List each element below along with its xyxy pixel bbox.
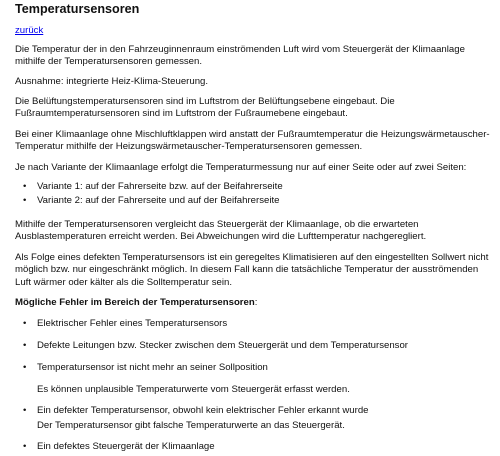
paragraph-mixing-flaps: Bei einer Klimaanlage ohne Mischluftklappen wird anstatt der Fußraumtemperatur die Heizungswärmetauscher-Temperatur mithilfe der Heizungswärmetauscher-Temperatursensoren gemessen. — [15, 129, 490, 153]
error-note: Der Temperatursensor gibt falsche Temperaturwerte an das Steuergerät. — [37, 420, 345, 431]
errors-heading: Mögliche Fehler im Bereich der Temperatursensoren — [15, 297, 255, 308]
bullet-icon: • — [23, 441, 27, 452]
error-text: Ein defekter Temperatursensor, obwohl kein elektrischer Fehler erkannt wurde — [37, 405, 369, 416]
bullet-icon: • — [23, 405, 27, 416]
variant-list — [15, 181, 283, 208]
bullet-icon: • — [23, 318, 27, 329]
paragraph-consequences: Als Folge eines defekten Temperatursensors ist ein geregeltes Klimatisieren auf den eingestellten Sollwert nicht möglich bzw. nur eingeschränkt möglich. In diesem Fall kann die tatsächliche Temperatur der ausströmenden Luft wärmer oder kälter als die Solltemperatur sein. — [15, 252, 489, 288]
errors-heading-line — [15, 297, 490, 309]
error-text: Temperatursensor ist nicht mehr an seiner Sollposition — [37, 362, 268, 373]
list-item: • Variante 2: auf der Fahrerseite und auf der Beifahrerseite — [15, 195, 283, 207]
error-note: Es können unplausible Temperaturwerte vom Steuergerät erfasst werden. — [37, 384, 350, 395]
paragraph-comparison: Mithilfe der Temperatursensoren vergleicht das Steuergerät der Klimaanlage, ob die erwarteten Ausblastemperaturen erreicht werden. Bei Abweichungen wird die Lufttemperatur nachgeregliert. — [15, 219, 427, 243]
paragraph-intro: Die Temperatur der in den Fahrzeuginnenraum einströmenden Luft wird vom Steuergerät der Klimaanlage mithilfe der Temperatursensoren gemessen. — [15, 44, 465, 68]
paragraph-sensor-placement: Die Belüftungstemperatursensoren sind im Luftstrom der Belüftungsebene eingebaut. Die Fußraumtemperatursensoren sind im Luftstrom der Fußraumebene eingebaut. — [15, 96, 395, 120]
paragraph-variants-intro: Je nach Variante der Klimaanlage erfolgt die Temperaturmessung nur auf einer Seite oder auf zwei Seiten: — [15, 162, 467, 173]
bullet-icon: • — [23, 340, 27, 351]
error-text: Ein defektes Steuergerät der Klimaanlage — [37, 441, 215, 452]
back-link[interactable]: zurück — [15, 25, 44, 36]
error-text: Defekte Leitungen bzw. Stecker zwischen dem Steuergerät und dem Temperatursensor — [37, 340, 408, 351]
errors-heading-suffix: : — [254, 297, 258, 308]
list-item: • Variante 1: auf der Fahrerseite bzw. auf der Beifahrerseite — [15, 181, 283, 193]
error-text: Elektrischer Fehler eines Temperatursensors — [37, 318, 228, 329]
paragraph-exception: Ausnahme: integrierte Heiz-Klima-Steuerung. — [15, 76, 209, 87]
page-title: Temperatursensoren — [15, 2, 140, 16]
bullet-icon: • — [23, 362, 27, 373]
